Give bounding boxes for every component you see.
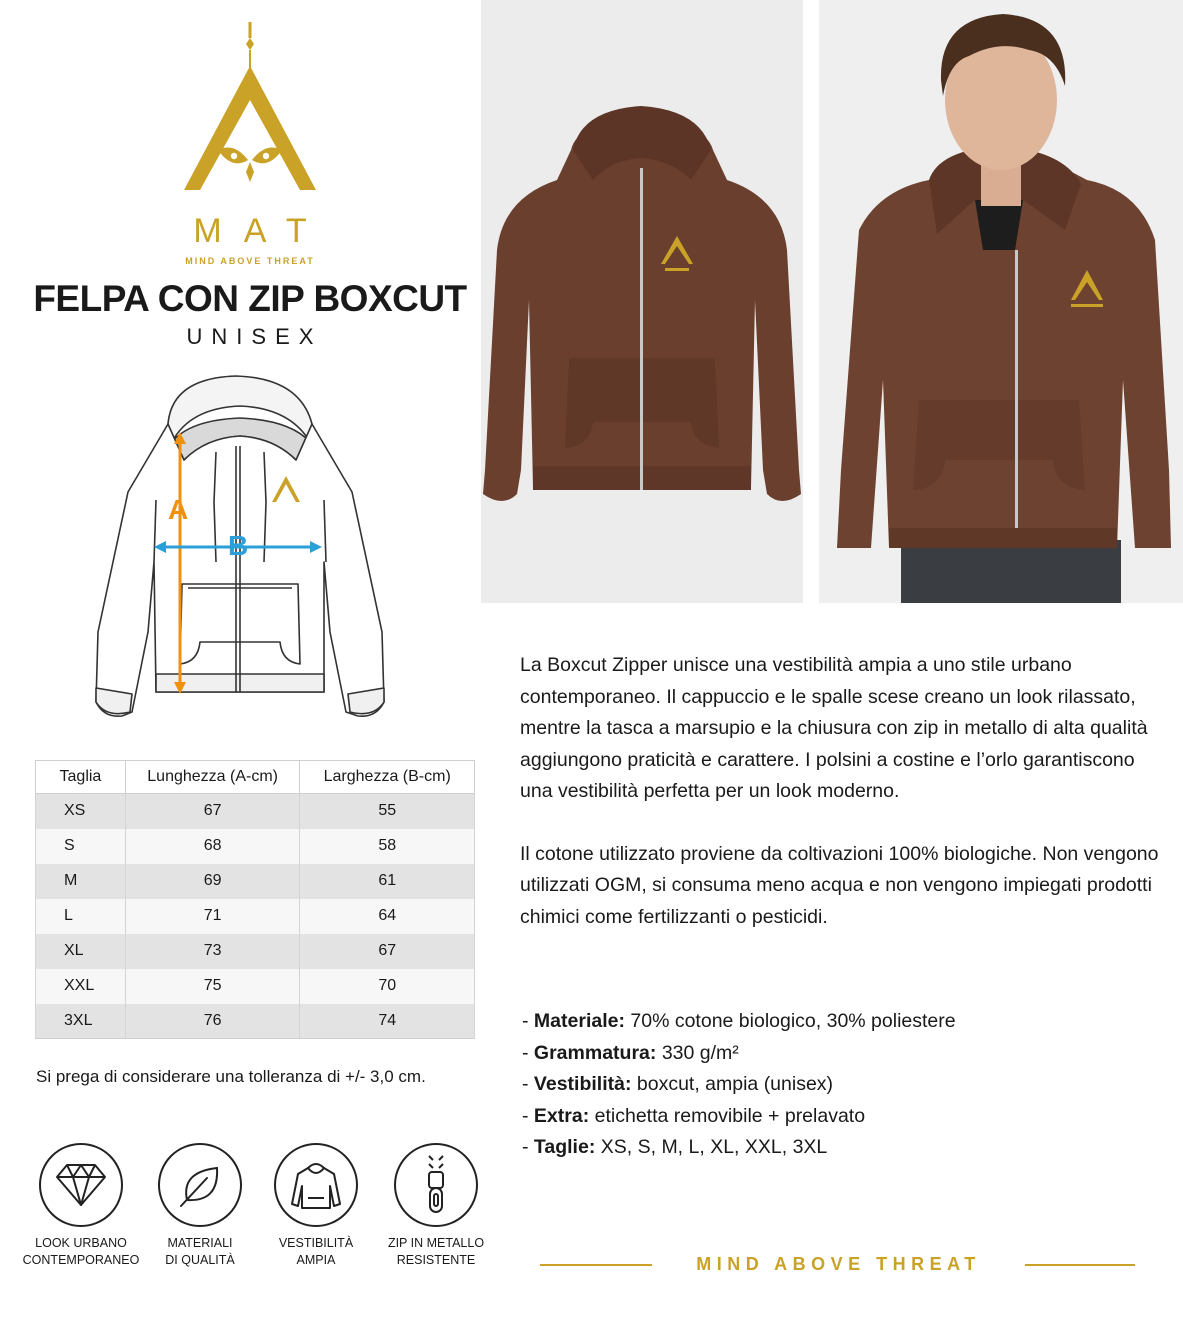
- table-row: [36, 969, 475, 1004]
- list-item: - Taglie: XS, S, M, L, XL, XXL, 3XL: [522, 1136, 828, 1158]
- feature-ring: [39, 1143, 123, 1227]
- table-row: [36, 864, 475, 899]
- cell-size: 3XL: [36, 1004, 126, 1039]
- cell-width: 55: [300, 794, 475, 829]
- brand-logo: [160, 22, 340, 266]
- cell-size: XL: [36, 934, 126, 969]
- cell-length: 69: [125, 864, 300, 899]
- spec-label: Taglie:: [533, 1136, 596, 1158]
- page-subtitle: UNISEX: [186, 324, 323, 349]
- footer-divider-left: [540, 1264, 652, 1266]
- description-paragraph: Il cotone utilizzato proviene da coltivazioni 100% biologiche. Non vengono utilizzati OGM, si consuma meno acqua e non vengono impiegati prodotti chimici come fertilizzanti o pesticidi.: [520, 842, 1159, 928]
- feature-label-line2: DI QUALITÀ: [165, 1253, 235, 1267]
- cell-size: M: [36, 864, 126, 899]
- list-item: - Materiale: 70% cotone biologico, 30% poliestere: [522, 1010, 956, 1032]
- cell-size: L: [36, 899, 126, 934]
- footer-divider-right: [1025, 1264, 1135, 1266]
- list-item: - Grammatura: 330 g/m²: [522, 1041, 739, 1064]
- feature-ring: [394, 1143, 478, 1227]
- cell-length: 68: [125, 829, 300, 864]
- cell-width: 58: [300, 829, 475, 864]
- feature-label-line2: CONTEMPORANEO: [22, 1253, 140, 1267]
- cell-size: S: [36, 829, 126, 864]
- cell-size: XXL: [36, 969, 126, 1004]
- description-paragraph: La Boxcut Zipper unisce una vestibilità ampia a uno stile urbano contemporaneo. Il cappuccio e le spalle scese creano un look rilassato, mentre la tasca a marsupio e la chiusura con zip in metallo di alta qualità aggiungono praticità e carattere. I polsini a costine e l’orlo garantiscono una vestibilità perfetta per un look moderno.: [520, 654, 1148, 802]
- hoodie-icon: [290, 1160, 342, 1210]
- feature-zip: [371, 1143, 501, 1269]
- cell-width: 74: [300, 1004, 475, 1039]
- list-item: - Extra: etichetta removibile + prelavato: [522, 1104, 866, 1127]
- diamond-icon: [55, 1163, 107, 1207]
- logo-tagline: MIND ABOVE THREAT: [185, 256, 315, 266]
- spec-label: Extra:: [533, 1104, 590, 1127]
- cell-length: 76: [125, 1004, 300, 1039]
- feature-ring: [274, 1143, 358, 1227]
- table-row: [36, 934, 475, 969]
- feature-fit: [251, 1143, 381, 1269]
- measure-a-label: A: [168, 494, 189, 525]
- zipper-icon: [421, 1154, 451, 1216]
- spec-value: boxcut, ampia (unisex): [636, 1073, 834, 1095]
- page-title: FELPA CON ZIP BOXCUT: [33, 278, 467, 319]
- list-item: - Vestibilità: boxcut, ampia (unisex): [522, 1073, 834, 1095]
- cell-width: 70: [300, 969, 475, 1004]
- feature-label-line2: AMPIA: [296, 1253, 336, 1267]
- size-table-header: [36, 761, 475, 794]
- table-row: [36, 1004, 475, 1039]
- feature-ring: [158, 1143, 242, 1227]
- feature-look: [16, 1143, 146, 1269]
- feature-label-line1: VESTIBILITÀ: [278, 1236, 354, 1250]
- feature-label-line1: LOOK URBANO: [35, 1236, 127, 1250]
- product-photo-flat: [481, 0, 803, 603]
- measurement-sketch: [60, 372, 440, 742]
- spec-label: Vestibilità:: [533, 1073, 632, 1095]
- footer-tagline: MIND ABOVE THREAT: [696, 1254, 981, 1274]
- cell-width: 67: [300, 934, 475, 969]
- spec-value: 330 g/m²: [661, 1041, 739, 1064]
- feature-materials: [135, 1143, 265, 1269]
- logo-wordmark: MAT: [193, 212, 329, 250]
- feature-label-line1: ZIP IN METALLO: [387, 1236, 485, 1250]
- tolerance-note: Si prega di considerare una tolleranza di +/- 3,0 cm.: [36, 1067, 426, 1086]
- cell-width: 61: [300, 864, 475, 899]
- header-width: Larghezza (B-cm): [300, 761, 475, 794]
- cell-length: 73: [125, 934, 300, 969]
- feature-label-line1: MATERIALI: [167, 1236, 233, 1250]
- size-table: [35, 760, 475, 1039]
- logo-emblem-icon: [160, 22, 340, 212]
- product-photo-model: [819, 0, 1183, 603]
- spec-label: Materiale:: [533, 1010, 625, 1032]
- cell-length: 75: [125, 969, 300, 1004]
- cell-width: 64: [300, 899, 475, 934]
- table-row: [36, 794, 475, 829]
- leaf-icon: [177, 1162, 223, 1208]
- spec-label: Grammatura:: [533, 1041, 657, 1064]
- cell-size: XS: [36, 794, 126, 829]
- spec-value: etichetta removibile + prelavato: [594, 1104, 866, 1127]
- spec-list: [522, 1006, 1162, 1164]
- table-row: [36, 829, 475, 864]
- header-length: Lunghezza (A-cm): [125, 761, 300, 794]
- spec-value: XS, S, M, L, XL, XXL, 3XL: [600, 1136, 828, 1158]
- measure-b-label: B: [228, 530, 249, 561]
- table-row: [36, 899, 475, 934]
- cell-length: 71: [125, 899, 300, 934]
- feature-label-line2: RESISTENTE: [396, 1253, 476, 1267]
- header-size: Taglia: [36, 761, 126, 794]
- spec-value: 70% cotone biologico, 30% poliestere: [630, 1010, 956, 1032]
- product-description: [520, 650, 1160, 933]
- cell-length: 67: [125, 794, 300, 829]
